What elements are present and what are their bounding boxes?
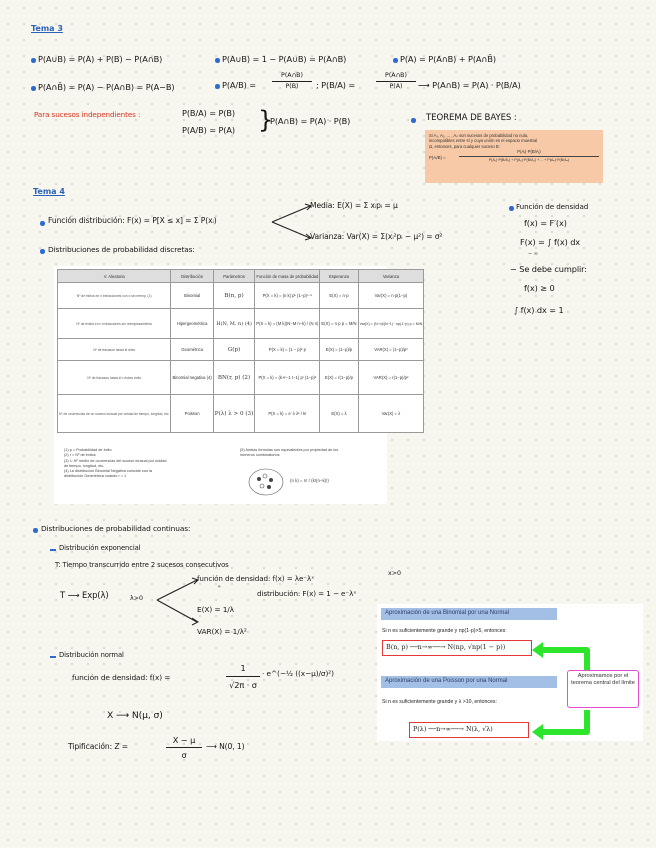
bayes-line: incompatibles entre sí y cuya unión es el espacio muestral xyxy=(429,138,538,144)
exponential-title: Distribución exponencial xyxy=(59,544,141,552)
table-cell: Var(X) = λ xyxy=(358,395,424,433)
poisson-condition: Si n es suficientemente grande y λ >10, entonces: xyxy=(382,699,497,705)
table-cell: Var(X) = (N−n)/(N−1) · np(1−p) p = M/N xyxy=(358,309,424,339)
poisson-formula: P(λ) ──n→∞──→ N(λ, √λ) xyxy=(413,725,493,733)
table-cell: E(X) = n·p p = M/N xyxy=(320,309,358,339)
fraction-bar xyxy=(166,747,202,748)
table-header: Esperanza xyxy=(320,270,358,283)
product-rule: ⟶ P(A∩B) = P(A) · P(B/A) xyxy=(418,80,521,90)
bayes-lhs: P(Aᵢ/B) = xyxy=(429,155,446,161)
table-cell: Poisson xyxy=(171,395,213,433)
table-header: Distribución xyxy=(171,270,213,283)
continuous-title: Distribuciones de probabilidad continuas: xyxy=(41,524,191,533)
table-cell: Geométrica xyxy=(171,339,213,361)
table-cell: Nº de éxitos en n extracciones con o sin reemp. (1) xyxy=(58,283,171,309)
density-line-1: f(x) = F′(x) xyxy=(524,218,567,228)
table-note: números combinatorios xyxy=(240,453,280,458)
table-cell: P(λ) λ > 0 (3) xyxy=(213,395,255,433)
table-notes-left xyxy=(64,448,166,480)
fraction-bar xyxy=(376,81,416,82)
conditional-label: P(A/B) = xyxy=(222,80,256,90)
table-cell: P(X = k) = e⁻λ λᵏ / k! xyxy=(255,395,320,433)
urn-formula: (n k) = n! / (k!(n−k)!) xyxy=(290,478,329,483)
bullet-dot xyxy=(215,84,220,89)
table-cell: Nº de fracasos hasta el éxito xyxy=(58,339,171,361)
conditional-ba-label: ; P(B/A) = xyxy=(316,80,356,90)
table-cell: Nº de ocurrencias de un suceso inusual por unidad de tiempo, longitud, etc. xyxy=(58,395,171,433)
bullet-dot xyxy=(215,58,220,63)
density-lower-limit: − ∞ xyxy=(528,251,538,257)
density-title: Función de densidad xyxy=(516,202,589,211)
union-formula: P(A∪B) = P(A) + P(B) − P(A∩B) xyxy=(38,54,163,64)
table-row xyxy=(58,339,424,361)
condition-line-1: f(x) ≥ 0 xyxy=(524,283,555,293)
fraction-bar xyxy=(459,156,599,157)
discrete-table xyxy=(57,269,424,433)
table-note: (4) La distribución Binomial Negativa coincide con la xyxy=(64,469,153,474)
table-cell: Var(X) = n·p(1−p) xyxy=(358,283,424,309)
bullet-dot xyxy=(393,58,398,63)
bullet-dot xyxy=(40,249,45,254)
table-cell: Nº de fracasos hasta el r-ésimo éxito xyxy=(58,361,171,395)
table-cell: Hipergeométrica xyxy=(171,309,213,339)
bayes-line: Si A₁, A₂, ... , Aₙ son sucesos de probabilidad no nula, xyxy=(429,133,529,138)
normal-frac-num: 1 xyxy=(240,663,246,673)
normal-density-label: función de densidad: f(x) = xyxy=(72,673,171,682)
branch-arrows xyxy=(155,574,201,630)
table-cell: P(X = k) = (1 − p)ᵏ p xyxy=(255,339,320,361)
dash-marker xyxy=(50,656,56,658)
poisson-approx-bar: Aproximación de una Poisson por una Normal xyxy=(381,676,557,688)
table-note: de tiempo, longitud, etc. xyxy=(64,463,105,468)
bayes-line: Ω, entonces, para cualquier suceso B: xyxy=(429,143,500,149)
bayes-num: P(Aᵢ)·P(B/Aᵢ) xyxy=(517,149,541,155)
binomial-formula: B(n, p) ──n→∞──→ N(np, √np(1 − p)) xyxy=(386,643,506,651)
table-cell: VAR(X) = r(1−p)/p² xyxy=(358,361,424,395)
difference-formula: P(A∩B̄) = P(A) − P(A∩B) = P(A−B) xyxy=(38,82,175,92)
exponential-distribution: distribución: F(x) = 1 − e⁻λˣ xyxy=(257,589,357,598)
binomial-formula-box xyxy=(382,640,532,656)
table-cell: E(X) = (1−p)/p xyxy=(320,339,358,361)
table-note: (3) λ: Nº medio de ocurrencias del suceso inusual por unidad xyxy=(64,458,167,463)
bayes-den: P(A₁)·P(B/A₁) + P(A₂)·P(B/A₂) + ... + P(Aₙ)·P(B/Aₙ) xyxy=(488,158,570,163)
discrete-table-panel xyxy=(54,266,423,504)
bullet-dot xyxy=(40,221,45,226)
table-cell: P(X = k) = (n k) pᵏ (1−p)ⁿ⁻ᵏ xyxy=(255,283,320,309)
dash-marker xyxy=(50,549,56,551)
table-note: distribución Geométrica cuando r = 1 xyxy=(64,474,127,479)
table-cell: B(n, p) xyxy=(213,283,255,309)
fraction-bar xyxy=(272,81,312,82)
varianza-formula: Varianza: Var(X) = Σ(xᵢ²pᵢ − μ²) = σ² xyxy=(310,232,443,241)
normal-frac-den: √2π · σ xyxy=(229,680,257,690)
table-note: (5) Ambas fórmulas son equivalentes por propiedad de los xyxy=(240,448,339,452)
table-note: (1) p = Probabilidad de éxito xyxy=(64,448,112,452)
condition-line-2: ∫ f(x) dx = 1 xyxy=(514,305,564,315)
standardization-result: ⟶ N(0, 1) xyxy=(206,742,245,751)
table-row xyxy=(58,309,424,339)
urn-icon xyxy=(246,464,286,500)
table-notes-right xyxy=(240,448,338,459)
table-cell: P(X = k) = (M k)(N−M n−k) / (N n) xyxy=(255,309,320,339)
partition-formula: P(A) = P(A∩B) + P(A∩B̄) xyxy=(400,54,496,64)
table-cell: VAR(X) = (1−p)/p² xyxy=(358,339,424,361)
binomial-condition: Si n es suficientemente grande y np(1-p)>5, entonces: xyxy=(382,628,507,634)
table-cell: G(p) xyxy=(213,339,255,361)
table-header: V. Aleatoria xyxy=(58,270,171,283)
binomial-approx-bar: Aproximación de una Binomial por una Normal xyxy=(381,608,557,620)
exponential-def: T ⟶ Exp(λ) xyxy=(60,590,109,600)
table-cell: E(X) = n·p xyxy=(320,283,358,309)
clt-note: Aproximamos por el teorema central del límite xyxy=(571,673,635,686)
table-cell: Binomial negativa (4) xyxy=(171,361,213,395)
bullet-dot xyxy=(411,118,416,123)
normal-exponent: · e^(−½ ((x−μ)/σ)²) xyxy=(262,669,334,678)
tema4-heading: Tema 4 xyxy=(33,187,65,196)
table-cell: Binomial xyxy=(171,283,213,309)
exponential-expectation: E(X) = 1/λ xyxy=(197,605,234,614)
table-cell: E(X) = r(1−p)/p xyxy=(320,361,358,395)
exponential-desc: T: Tiempo transcurrido entre 2 sucesos consecutivos xyxy=(55,561,229,569)
conditional-ba-num: P(A∩B) xyxy=(385,72,407,79)
lambda-condition: λ>0 xyxy=(130,595,144,602)
normal-title: Distribución normal xyxy=(59,651,124,659)
exponential-variance: VAR(X) = 1/λ² xyxy=(197,627,247,636)
normal-definition: X ⟶ N(μ, σ) xyxy=(107,710,163,721)
table-cell: Nº de éxitos en n extracciones sin reemplazamiento xyxy=(58,309,171,339)
table-cell: H(N, M, n) (4) xyxy=(213,309,255,339)
bullet-dot xyxy=(31,58,36,63)
exponential-density: función de densidad: f(x) = λe⁻λˣ xyxy=(197,574,315,583)
table-note: (2) r = Nº de éxitos xyxy=(64,453,96,458)
table-row xyxy=(58,361,424,395)
independent-line-1: P(B/A) = P(B) xyxy=(182,108,236,118)
complement-union-formula: P(A∪B) = 1 − P(A∪B) = P(A∩B) xyxy=(222,54,347,64)
clt-note-box xyxy=(567,670,639,708)
density-line-2: F(x) = ∫ f(x) dx xyxy=(520,237,581,247)
poisson-formula-box xyxy=(409,722,529,738)
bullet-dot xyxy=(31,86,36,91)
table-cell: P(X = k) = (k+r−1 r−1) pʳ (1−p)ᵏ xyxy=(255,361,320,395)
table-row xyxy=(58,283,424,309)
conditional-den: P(B) xyxy=(285,83,299,90)
bullet-dot xyxy=(509,206,514,211)
conditional-ba-den: P(A) xyxy=(389,83,403,90)
bullet-dot xyxy=(33,528,38,533)
media-formula: Media: E(X) = Σ xᵢpᵢ = μ xyxy=(310,201,398,210)
standardization-label: Tipificación: Z = xyxy=(68,742,129,751)
fraction-bar xyxy=(226,676,260,677)
table-cell: E(X) = λ xyxy=(320,395,358,433)
ditto-mark: " xyxy=(218,585,221,592)
table-header: Parámetros xyxy=(213,270,255,283)
condition-title: − Se debe cumplir: xyxy=(510,264,587,274)
distribution-function: Función distribución: F(x) = P[X ≤ x] = Σ P(xᵢ) xyxy=(48,216,217,225)
table-header: Varianza xyxy=(358,270,424,283)
discrete-title: Distribuciones de probabilidad discretas: xyxy=(48,245,195,254)
brace-icon: } xyxy=(258,106,274,134)
table-header: Función de masa de probabilidad xyxy=(255,270,320,283)
conditional-num: P(A∩B) xyxy=(281,72,303,79)
bayes-box xyxy=(425,130,603,183)
table-row xyxy=(58,395,424,433)
standardization-num: X − μ xyxy=(172,735,196,745)
table-cell: BN(r, p) (2) xyxy=(213,361,255,395)
independent-result: P(A∩B) = P(A) · P(B) xyxy=(270,116,351,126)
bayes-title: TEOREMA DE BAYES : xyxy=(426,113,517,123)
density-condition: x>0 xyxy=(388,570,402,577)
independent-line-2: P(A/B) = P(A) xyxy=(182,125,235,135)
standardization-den: σ xyxy=(181,750,187,760)
independent-label: Para sucesos independientes : xyxy=(34,110,141,119)
tema3-heading: Tema 3 xyxy=(31,24,63,33)
